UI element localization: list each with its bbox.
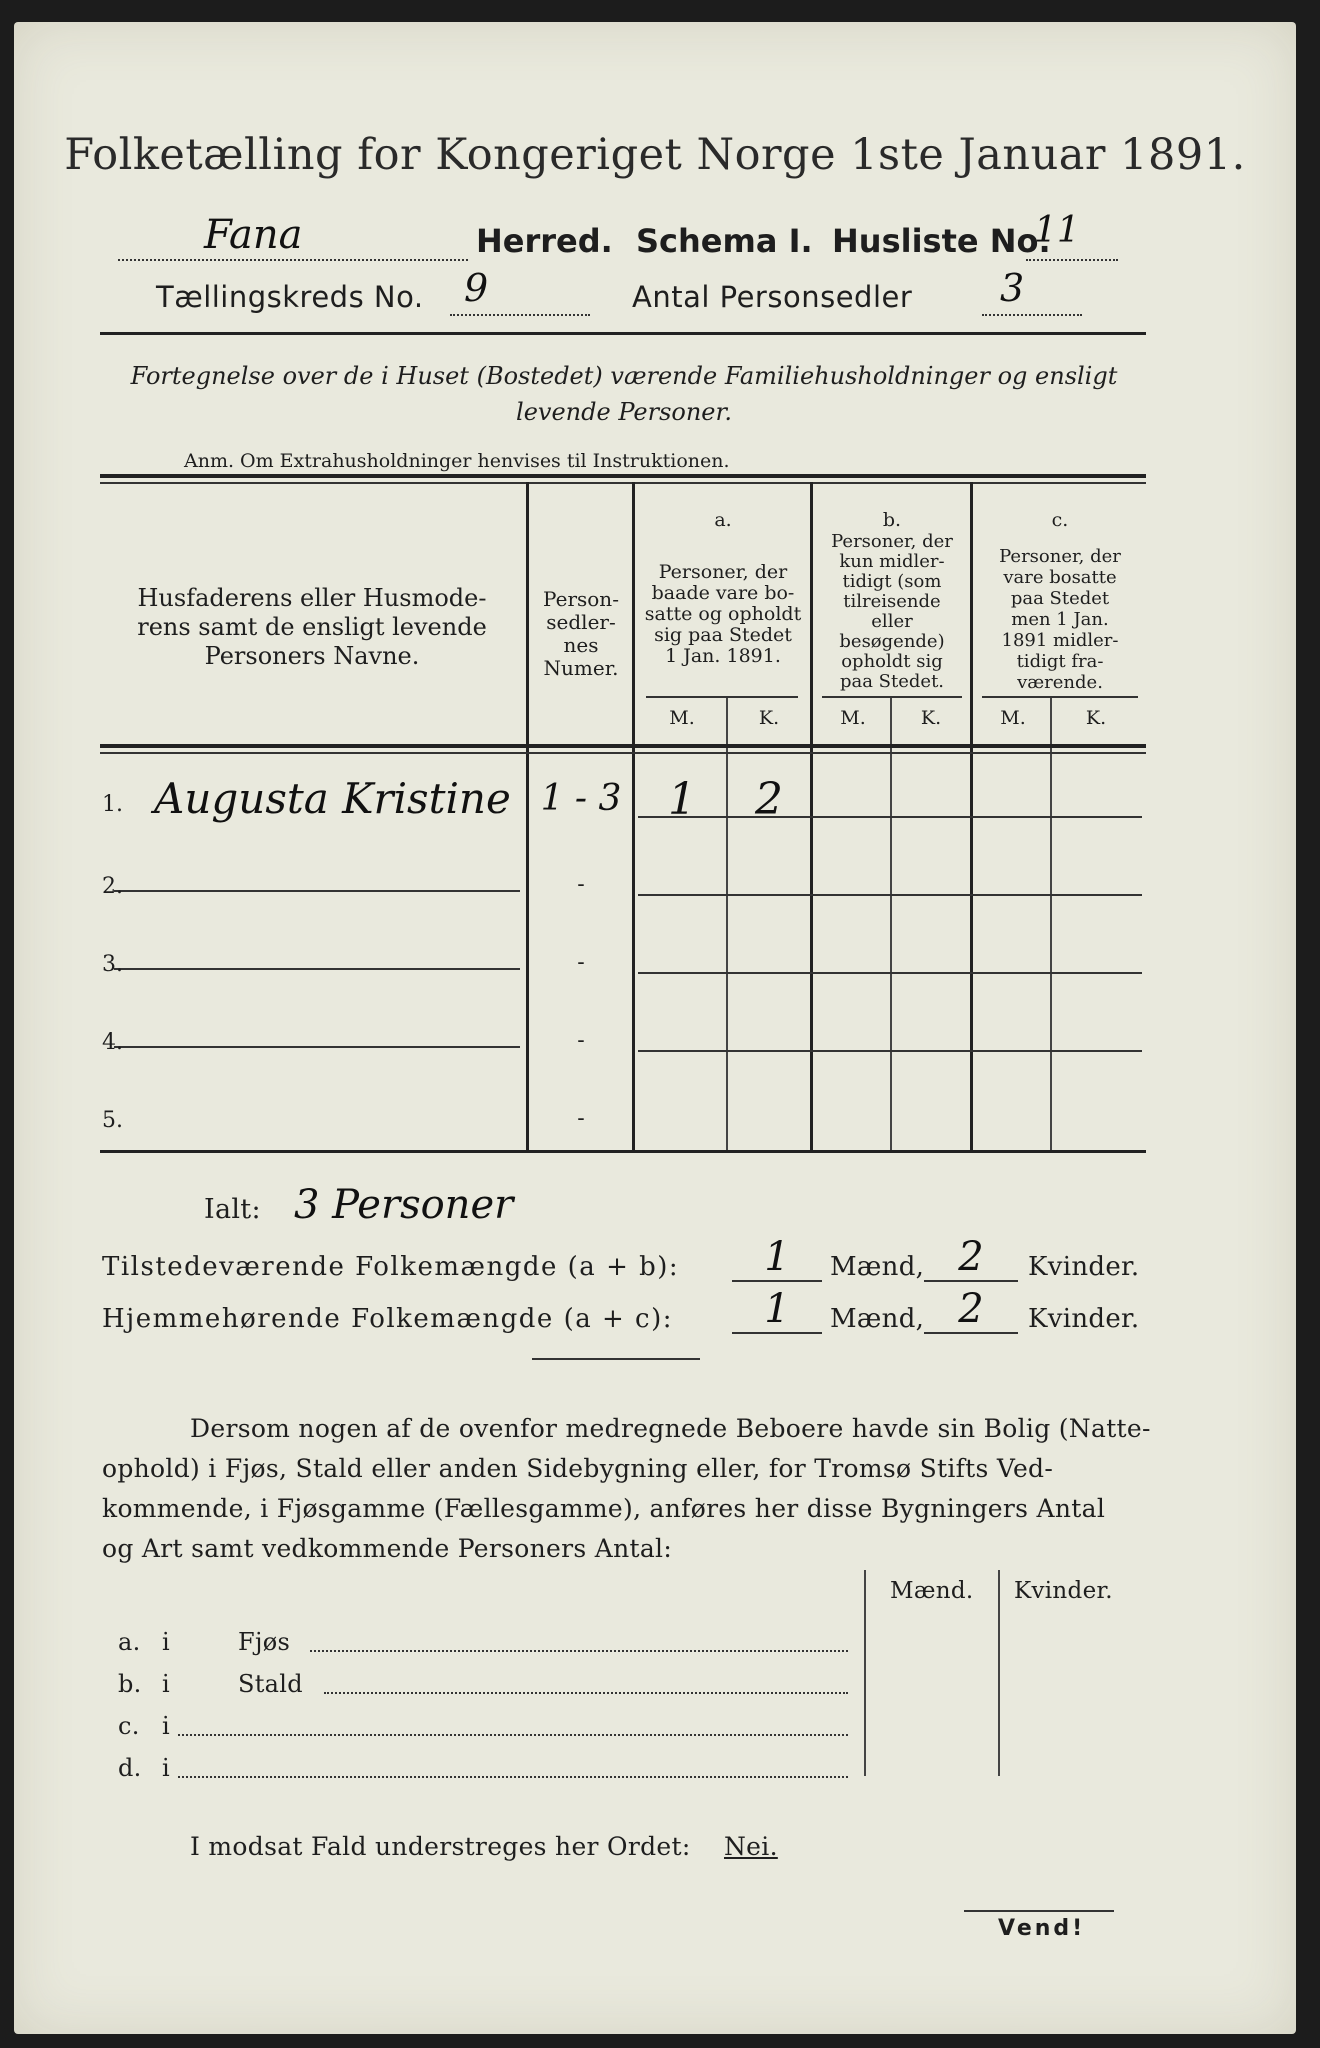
row-sedler: - [577, 1106, 585, 1131]
row-sedler: - [577, 872, 585, 897]
a-m-label: M. [669, 707, 695, 729]
col-divider-names [526, 482, 529, 1152]
hjemme-maend: Mænd, [830, 1304, 925, 1334]
anm-note: Anm. Om Extrahusholdninger henvises til Instruktionen. [184, 450, 730, 472]
header-b-letter: b. [882, 509, 902, 531]
mk-rule-c [982, 696, 1138, 698]
row-number: 4. [102, 1030, 123, 1055]
row-a-m: 1 [668, 774, 696, 825]
header-bottom-rule [100, 744, 1146, 748]
b-m-label: M. [840, 707, 866, 729]
b-k-label: K. [920, 707, 942, 729]
tilstede-kvinder: Kvinder. [1028, 1252, 1140, 1282]
row-line-3 [114, 968, 520, 970]
header-b: Personer, der kun midler- tidigt (som tilreisende eller besøgende) opholdt sig paa Stedet. [831, 531, 953, 692]
notice-item-dots [310, 1640, 848, 1652]
row-number: 5. [102, 1108, 123, 1133]
form-title: Folketælling for Kongeriget Norge 1ste Januar 1891. [64, 130, 1246, 180]
notice-item-label: Fjøs [238, 1628, 291, 1656]
personsedler-label: Antal Personsedler [632, 280, 913, 314]
table-top-rule [100, 474, 1146, 478]
row-number: 3. [102, 952, 123, 977]
row-line-4 [114, 1046, 520, 1048]
notice-item-letter: d. [118, 1754, 142, 1782]
a-k-label: K. [758, 707, 780, 729]
row-sedler: - [577, 950, 585, 975]
notice-col-divider-2 [998, 1570, 1000, 1776]
notice-item-i: i [162, 1628, 170, 1656]
notice-line4: og Art samt vedkommende Personers Antal: [102, 1534, 673, 1563]
row-a-k: 2 [755, 774, 783, 825]
c-m-label: M. [1000, 707, 1026, 729]
notice-item-i: i [162, 1712, 170, 1740]
taellingskreds-label: Tællingskreds No. [156, 280, 424, 314]
tilstede-maend: Mænd, [830, 1252, 925, 1282]
notice-col-divider-1 [864, 1570, 866, 1776]
row-number: 2. [102, 874, 123, 899]
row-rule-4 [638, 1050, 1142, 1052]
notice-item-letter: c. [118, 1712, 140, 1740]
description-line1: Fortegnelse over de i Huset (Bostedet) værende Familiehusholdninger og ensligt [130, 362, 1118, 390]
personsedler-value: 3 [1000, 266, 1025, 310]
header-a: Personer, der baade vare bo- satte og opholdt sig paa Stedet 1 Jan. 1891. [644, 561, 802, 667]
notice-maend-col: Mænd. [890, 1578, 974, 1604]
header-c-letter: c. [1051, 509, 1069, 531]
tilstede-label: Tilstedeværende Folkemængde (a + b): [102, 1252, 680, 1282]
hjemme-k: 2 [958, 1286, 984, 1332]
mk-rule-a [646, 696, 798, 698]
notice-line3: kommende, i Fjøsgamme (Fællesgamme), anføres her disse Bygningers Antal [102, 1494, 1106, 1523]
row-sedler: 1 - 3 [540, 778, 622, 819]
hjemme-kvinder: Kvinder. [1028, 1304, 1140, 1334]
vend-rule [964, 1910, 1114, 1912]
table-bottom-rule [100, 1150, 1146, 1153]
tilstede-m-line [732, 1280, 822, 1282]
col-divider-c-mk [1050, 698, 1052, 1152]
husliste-value: 11 [1034, 210, 1080, 251]
husliste-label: Husliste No. [832, 222, 1051, 260]
header-names: Husfaderens eller Husmode- rens samt de ensligt levende Personers Navne. [137, 584, 487, 670]
mk-rule-b [822, 696, 962, 698]
hjemme-m-line [732, 1332, 822, 1334]
row-line-2 [114, 890, 520, 892]
notice-item-i: i [162, 1754, 170, 1782]
hjemme-label: Hjemmehørende Folkemængde (a + c): [102, 1304, 673, 1334]
personsedler-field [982, 286, 1082, 316]
header-a-letter: a. [714, 509, 732, 531]
row-sedler: - [577, 1028, 585, 1053]
notice-item-label: Stald [238, 1670, 303, 1698]
header-sedler-num: Person- sedler- nes Numer. [543, 587, 619, 680]
notice-line2: ophold) i Fjøs, Stald eller anden Sidebygning eller, for Tromsø Stifts Ved- [102, 1454, 1054, 1483]
ialt-label: Ialt: [204, 1194, 261, 1225]
header-bottom-rule-thin [100, 752, 1146, 754]
herred-value: Fana [204, 212, 303, 258]
tilstede-m: 1 [764, 1234, 790, 1280]
notice-item-dots [178, 1724, 848, 1736]
nei-word: Nei. [724, 1832, 778, 1861]
section-separator [532, 1358, 700, 1360]
header-rule [100, 332, 1146, 335]
herred-label: Herred. [476, 222, 613, 260]
hjemme-m: 1 [764, 1286, 790, 1332]
tilstede-k: 2 [958, 1234, 984, 1280]
notice-item-dots [324, 1682, 848, 1694]
notice-item-dots [178, 1766, 848, 1778]
col-divider-a-mk [726, 698, 728, 1152]
row-rule-3 [638, 972, 1142, 974]
vend-label: Vend! [998, 1916, 1086, 1941]
header-names-line2: rens samt de ensligt levende [137, 613, 487, 641]
table-top-rule-thin [100, 482, 1146, 484]
col-divider-num [632, 482, 635, 1152]
taellingskreds-value: 9 [464, 266, 489, 310]
hjemme-k-line [924, 1332, 1018, 1334]
notice-item-letter: a. [118, 1628, 141, 1656]
schema-label: Schema I. [636, 222, 813, 260]
notice-kvinder-col: Kvinder. [1014, 1578, 1113, 1604]
row-name: Augusta Kristine [154, 774, 511, 823]
tilstede-k-line [924, 1280, 1018, 1282]
notice-item-i: i [162, 1670, 170, 1698]
c-k-label: K. [1085, 707, 1107, 729]
row-number: 1. [102, 792, 123, 817]
notice-line1: Dersom nogen af de ovenfor medregnede Beboere havde sin Bolig (Natte- [190, 1414, 1151, 1443]
header-c: Personer, der vare bosatte paa Stedet men 1 Jan. 1891 midler- tidigt fra- værende. [999, 546, 1121, 693]
modsat-text: I modsat Fald understreges her Ordet: [190, 1832, 691, 1861]
col-divider-b-mk [890, 698, 892, 1152]
notice-item-letter: b. [118, 1670, 142, 1698]
row-rule-2 [638, 894, 1142, 896]
description-line2: levende Personer. [516, 398, 732, 426]
census-form-page [14, 22, 1296, 2034]
ialt-value: 3 Personer [294, 1182, 514, 1228]
